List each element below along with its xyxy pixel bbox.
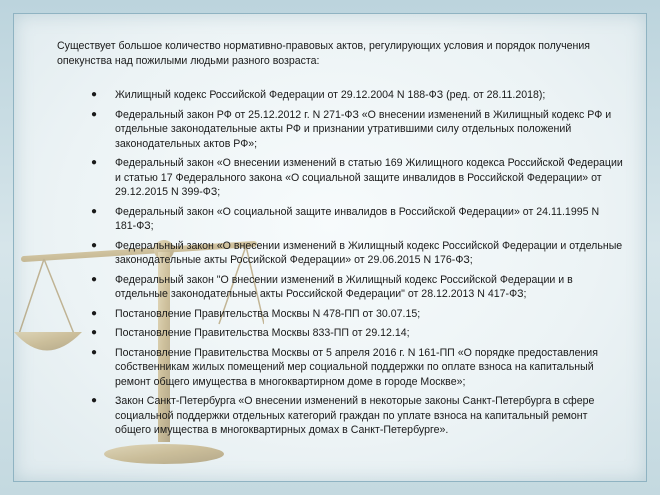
bullet-icon: ● (91, 89, 98, 100)
bullet-icon: ● (91, 157, 98, 168)
intro-paragraph: Существует большое количество нормативно-правовых актов, регулирующих условия и порядок получения опекунства над пожилыми людьми разного возраста: (57, 40, 591, 67)
list-item-text: Федеральный закон «О внесении изменений в Жилищный кодекс Российской Федерации и отдельные законодательные акты Российской Федерации» от 29.06.2015 N 176-ФЗ; (115, 239, 623, 266)
list-item (43, 346, 623, 390)
list-item (43, 239, 623, 268)
list-item-text: Закон Санкт-Петербурга «О внесении изменений в некоторые законы Санкт-Петербурга в сфере социальной поддержки отдельных категорий граждан по уплате взноса на капитальный ремонт общего имущества в многоквартирных домах в Санкт-Петербурге». (115, 395, 595, 436)
list-item (43, 205, 623, 234)
list-item-text: Жилищный кодекс Российской Федерации от 29.12.2004 N 188-ФЗ (ред. от 28.11.2018); (115, 89, 546, 101)
list-item (43, 273, 623, 302)
list-item-text: Федеральный закон РФ от 25.12.2012 г. N 271-ФЗ «О внесении изменений в Жилищный кодекс РФ и отдельные законодательные акты РФ и признании утратившими силу отдельных положений законодательных актов РФ»; (115, 108, 612, 150)
bullet-icon: ● (91, 273, 98, 285)
bullet-icon: ● (91, 327, 98, 338)
content-panel (13, 13, 647, 482)
bullet-icon: ● (91, 395, 98, 406)
document-text (43, 39, 623, 443)
list-item-text: Постановление Правительства Москвы N 478-ПП от 30.07.15; (115, 307, 421, 320)
list-item (43, 156, 623, 200)
list-item-text: Постановление Правительства Москвы 833-ПП от 29.12.14; (115, 327, 410, 339)
list-item (43, 307, 623, 322)
legal-acts-list (43, 88, 623, 438)
list-item (43, 88, 623, 103)
list-item-text: Федеральный закон «О внесении изменений в статью 169 Жилищного кодекса Российской Федерации и статью 17 Федерального закона «О социальной защите инвалидов в Российской Федерации» от 29.12.2015 N 399-ФЗ; (115, 157, 623, 198)
list-item (43, 394, 623, 438)
list-item (43, 326, 623, 341)
bullet-icon: ● (91, 108, 98, 120)
bullet-icon: ● (91, 346, 98, 358)
bullet-icon: ● (91, 205, 98, 217)
list-item-text: Постановление Правительства Москвы от 5 апреля 2016 г. N 161-ПП «О порядке предоставления собственникам жилых помещений мер социальной поддержки по оплате взноса на капитальный ремонт общего имущества в многоквартирном доме в городе Москве»; (115, 346, 598, 388)
bullet-icon: ● (91, 239, 98, 251)
list-item-text: Федеральный закон "О внесении изменений в Жилищный кодекс Российской Федерации и в отдельные законодательные акты Российской Федерации" от 28.12.2013 N 417-ФЗ; (115, 273, 573, 300)
list-item (43, 108, 623, 152)
list-item-text: Федеральный закон «О социальной защите инвалидов в Российской Федерации» от 24.11.1995 N 181-ФЗ; (115, 205, 600, 232)
bullet-icon: ● (91, 307, 98, 319)
